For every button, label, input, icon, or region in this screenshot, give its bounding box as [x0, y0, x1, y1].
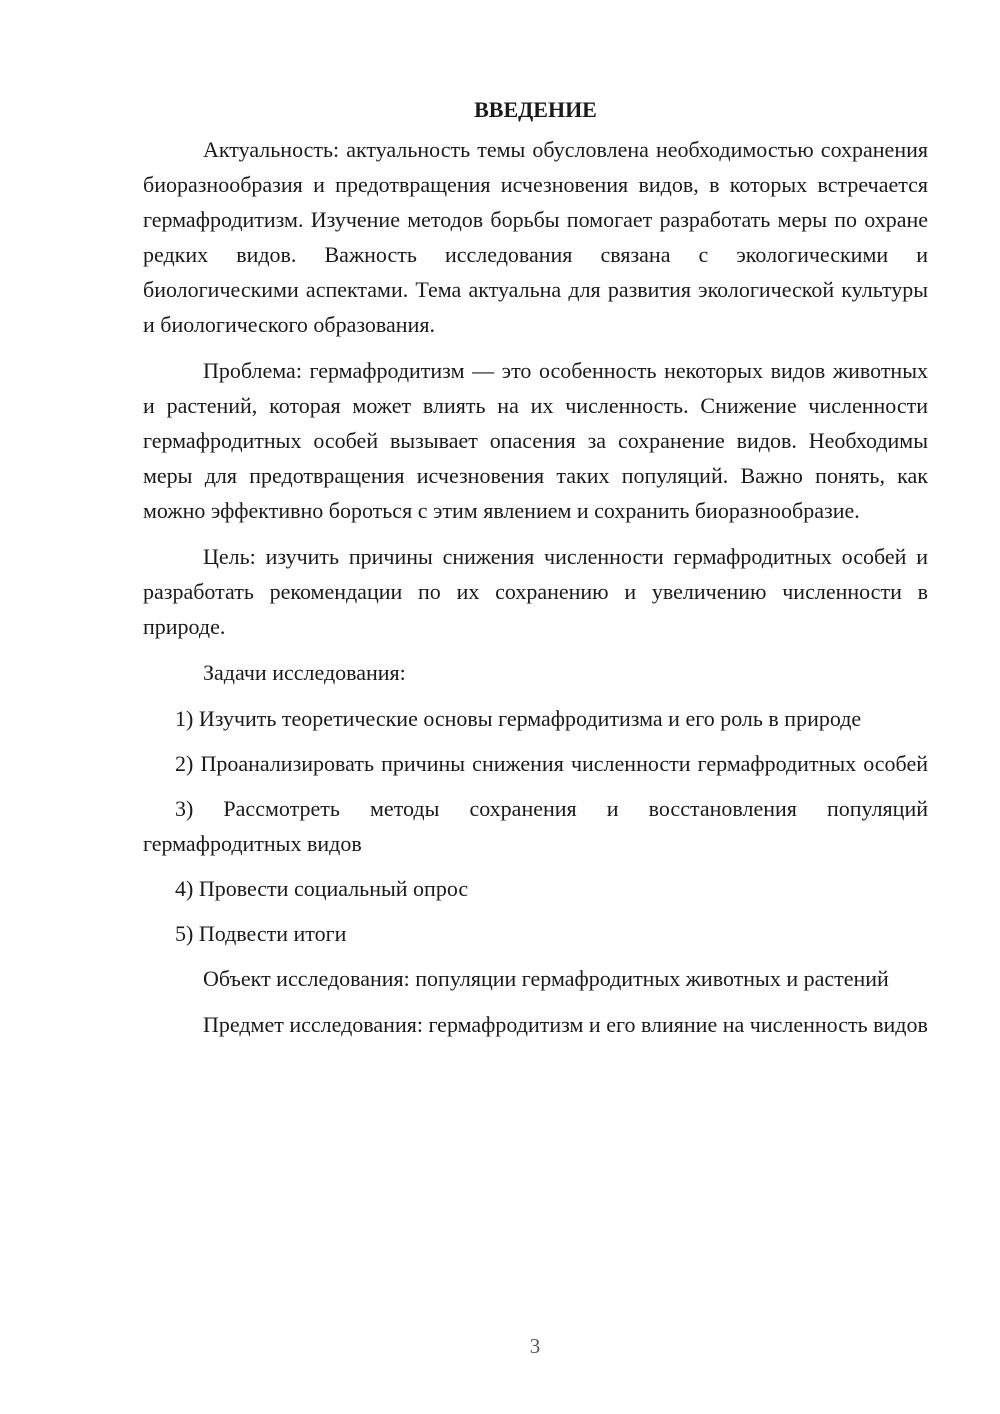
page-number: 3: [529, 1334, 541, 1358]
task-item-4: 4) Провести социальный опрос: [175, 876, 469, 901]
task-item-3: 3) Рассмотреть методы сохранения и восстановления популяций гермафродитных видов: [143, 796, 928, 856]
relevance-paragraph: Актуальность: актуальность темы обусловлена необходимостью сохранения биоразнообразия и предотвращения исчезновения видов, в которых встречается гермафродитизм. Изучение методов борьбы помогает разработать меры по охране редких видов. Важность исследования связана с экологическими и биологическими аспектами. Тема актуальна для развития экологической культуры и биологического образования.: [143, 137, 928, 337]
section-heading: ВВЕДЕНИЕ: [474, 97, 597, 122]
tasks-title: Задачи исследования:: [203, 660, 406, 685]
task-item-5: 5) Подвести итоги: [175, 921, 347, 946]
task-item-1: 1) Изучить теоретические основы гермафродитизма и его роль в природе: [175, 706, 862, 731]
problem-paragraph: Проблема: гермафродитизм — это особенность некоторых видов животных и растений, которая может влиять на их численность. Снижение численности гермафродитных особей вызывает опасения за сохранение видов. Необходимы меры для предотвращения исчезновения таких популяций. Важно понять, как можно эффективно бороться с этим явлением и сохранить биоразнообразие.: [143, 358, 928, 523]
object-paragraph: Объект исследования: популяции гермафродитных животных и растений: [203, 966, 889, 991]
task-item-2: 2) Проанализировать причины снижения численности гермафродитных особей: [175, 751, 928, 776]
page-content: [143, 92, 928, 1053]
subject-paragraph: Предмет исследования: гермафродитизм и его влияние на численность видов: [203, 1012, 928, 1037]
goal-paragraph: Цель: изучить причины снижения численности гермафродитных особей и разработать рекомендации по их сохранению и увеличению численности в природе.: [143, 544, 928, 639]
